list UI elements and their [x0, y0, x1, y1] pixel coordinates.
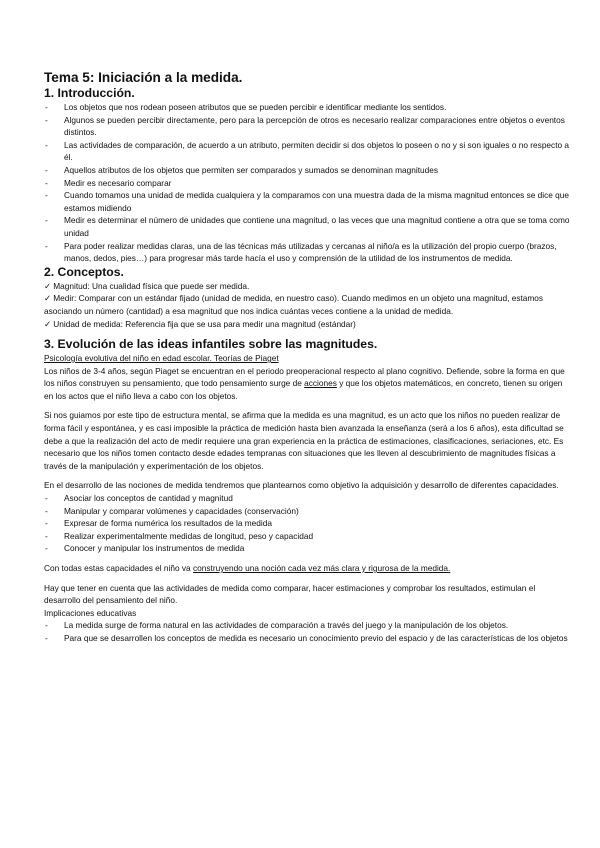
underlined-phrase: construyendo una noción cada vez más clara y rigurosa de la medida. [192, 563, 451, 573]
paragraph: En el desarrollo de las nociones de medida tendremos que plantearnos como objetivo la adquisición y desarrollo de diferentes capacidades. [44, 480, 559, 491]
section-heading-conceptos: 2. Conceptos. [44, 264, 124, 279]
bullet-marker: - [45, 620, 48, 631]
bullet-marker: - [45, 215, 48, 226]
implicaciones-list [44, 619, 570, 644]
list-item: - Realizar experimentalmente medidas de longitud, peso y capacidad [45, 530, 314, 541]
list-item: - Medir es determinar el número de unidades que contiene una magnitud, o las veces que una magnitud contiene a otra que se toma como unidad [45, 215, 570, 238]
list-item: - Medir es necesario comparar [45, 177, 172, 188]
list-item: - Conocer y manipular los instrumentos de medida [45, 543, 245, 554]
paragraph: Con todas estas capacidades el niño va construyendo una noción cada vez más clara y rigurosa de la medida. [44, 563, 451, 573]
list-item: - La medida surge de forma natural en las actividades de comparación a través del juego y la manipulación de los objetos. [45, 620, 509, 631]
paragraph: Hay que tener en cuenta que las actividades de medida como comparar, hacer estimaciones y comprobar los resultados, estimulan el desarrollo del pensamiento del niño. [44, 582, 536, 606]
bullet-marker: - [45, 190, 48, 201]
list-item: - Los objetos que nos rodean poseen atributos que se pueden percibir e identificar mediante los sentidos. [45, 102, 447, 112]
concept-unidad: ✓ Unidad de medida: Referencia fija que se usa para medir una magnitud (estándar) [44, 318, 356, 329]
bullet-marker: - [45, 139, 48, 150]
bullet-marker: - [45, 493, 48, 504]
bullet-marker: - [45, 177, 48, 188]
bullet-marker: - [45, 240, 48, 251]
list-item: - Cuando tomamos una unidad de medida cualquiera y la comparamos con una muestra dada de la misma magnitud entonces se dice que estamos midiendo [45, 190, 570, 213]
page-title: Tema 5: Iniciación a la medida. [44, 70, 243, 85]
bullet-marker: - [45, 505, 48, 516]
capacidades-list [44, 492, 570, 555]
concept-magnitud: ✓ Magnitud: Una cualidad física que puede ser medida. [44, 280, 250, 291]
document-page [44, 70, 570, 645]
paragraph: Los niños de 3-4 años, según Piaget se encuentran en el periodo preoperacional respecto al plano cognitivo. Defiende, sobre la forma en que los niños construyen su pensamiento, que todo pensamiento surge de acciones y que los objetos matemáticos, en concreto, tienen su origen en los actos que el niño lleva a cabo con los objetos. [44, 365, 565, 401]
list-item: - Expresar de forma numérica los resultados de la medida [45, 518, 272, 529]
list-item: - Asociar los conceptos de cantidad y magnitud [45, 493, 233, 504]
bullet-marker: - [45, 530, 48, 541]
underlined-term: acciones [304, 378, 337, 389]
intro-list [44, 101, 570, 265]
bullet-marker: - [45, 102, 48, 112]
section-heading-evolucion: 3. Evolución de las ideas infantiles sobre las magnitudes. [44, 337, 378, 352]
list-item: - Para que se desarrollen los conceptos de medida es necesario un conocimiento previo del espacio y de las características de los objetos [45, 632, 568, 643]
list-item: - Manipular y comparar volúmenes y capacidades (conservación) [45, 505, 299, 516]
bullet-marker: - [45, 164, 48, 175]
implicaciones-label: Implicaciones educativas [44, 607, 137, 618]
subheading-piaget: Psicología evolutiva del niño en edad escolar. Teorías de Piaget [44, 353, 279, 364]
list-item: - Las actividades de comparación, de acuerdo a un atributo, permiten decidir si dos objetos lo poseen o no y si son iguales o no respecto a él. [45, 139, 570, 163]
section-heading-introduccion: 1. Introducción. [44, 86, 135, 100]
bullet-marker: - [45, 632, 48, 643]
list-item: - Algunos se pueden percibir directamente, pero para la percepción de otros es necesario realizar comparaciones entre objetos o eventos distintos. [45, 114, 565, 138]
list-item: - Para poder realizar medidas claras, una de las técnicas más utilizadas y cercanas al niño/a es la utilización del propio cuerpo (brazos, manos, dedos, pies…) para progresar más tarde hacía el uso y comprensión de la utilidad de los instrumentos de medida. [45, 240, 557, 264]
bullet-marker: - [45, 114, 48, 125]
bullet-marker: - [45, 543, 48, 554]
paragraph: Si nos guiamos por este tipo de estructura mental, se afirma que la medida es una magnitud, es un acto que los niños no pueden realizar de forma fácil y espontánea, y es casi imposible la práctica de medición hasta bien avanzada la enseñanza (será a los 6 años), esta dificultad se debe a que la realización del acto de medir requiere una gran experiencia en la práctica de estimaciones, clasificaciones, seriaciones, etc. Es necesario que los niños tomen contacto desde edades tempranas con situaciones que les lleven al descubrimiento de magnitudes físicas a través de la manipulación y experimentación de los objetos. [44, 410, 564, 471]
concept-medir: ✓ Medir: Comparar con un estándar fijado (unidad de medida, en nuestro caso). Cuando medimos en un objeto una magnitud, estamos asociando un número (cantidad) a esa magnitud que nos indica cuántas veces contiene a la unidad de medida. [44, 293, 544, 316]
bullet-marker: - [45, 518, 48, 529]
list-item: - Aquellos atributos de los objetos que permiten ser comparados y sumados se denominan magnitudes [45, 164, 439, 175]
